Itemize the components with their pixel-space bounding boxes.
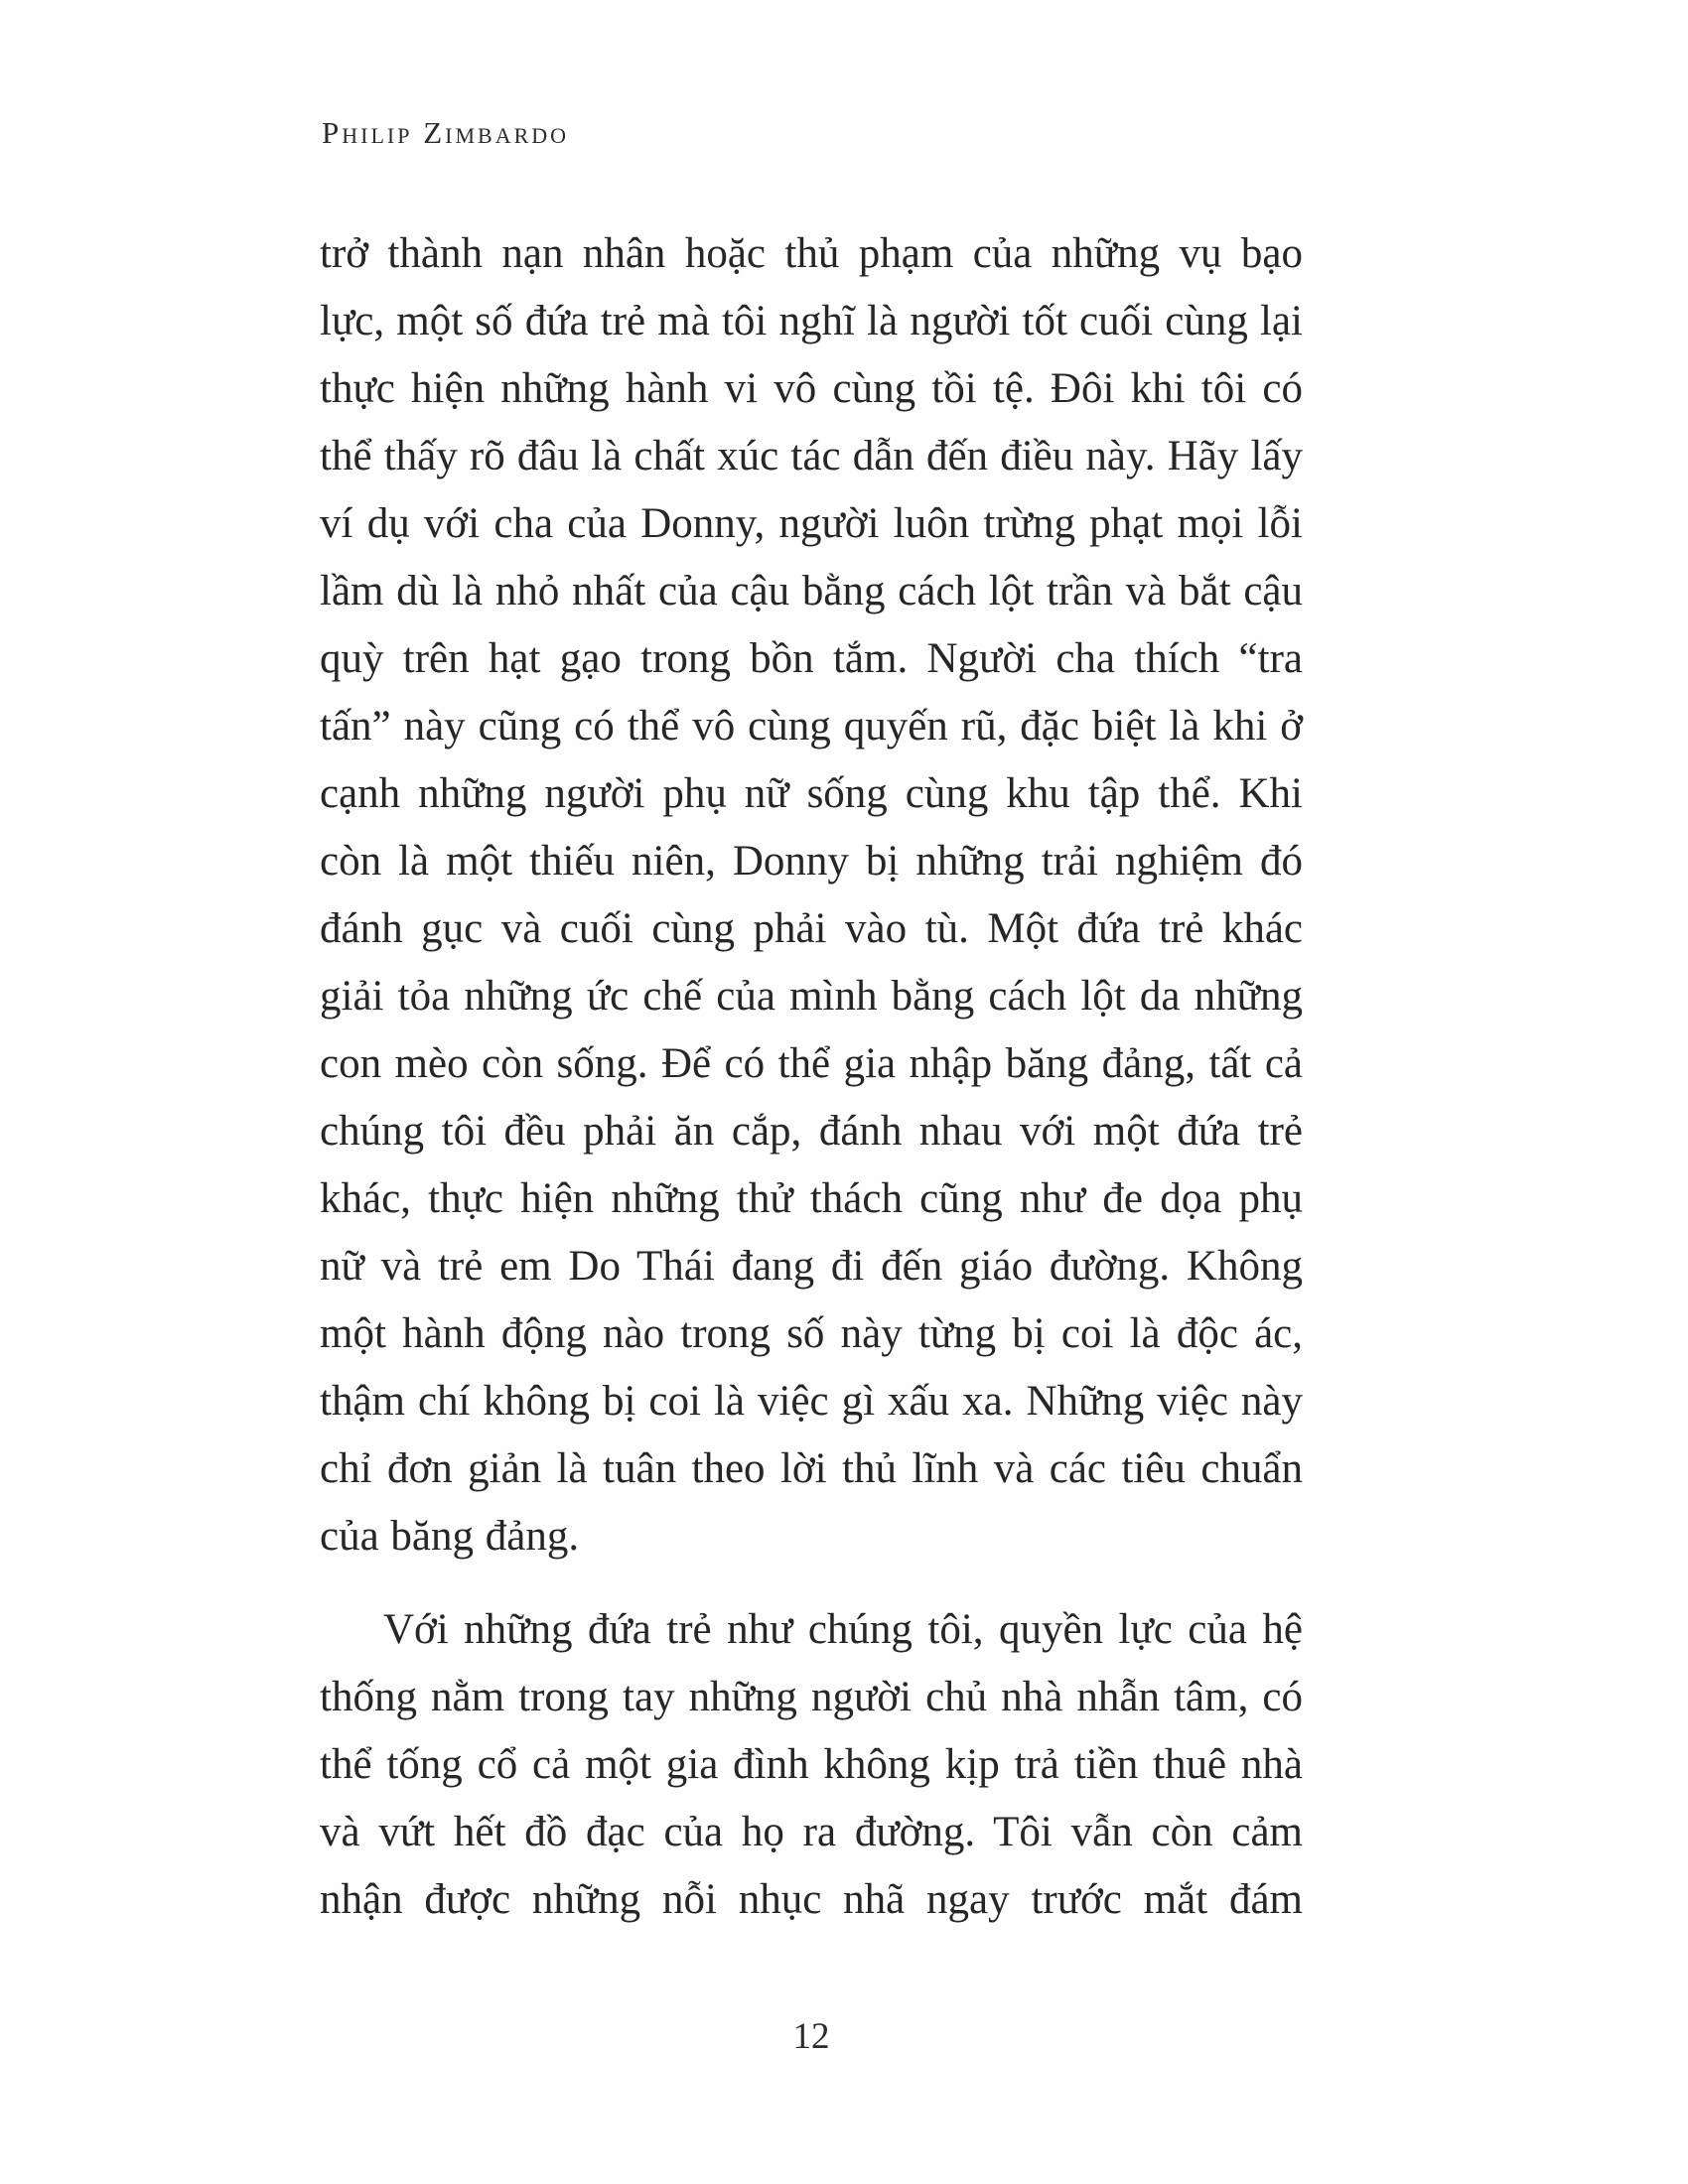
running-header-author: Philip Zimbardo bbox=[322, 115, 570, 150]
body-text-block bbox=[320, 220, 1303, 1934]
paragraph-continued-from-previous-page: trở thành nạn nhân hoặc thủ phạm của những vụ bạo lực, một số đứa trẻ mà tôi nghĩ là người tốt cuối cùng lại thực hiện những hành vi vô cùng tồi tệ. Đôi khi tôi có thể thấy rõ đâu là chất xúc tác dẫn đến điều này. Hãy lấy ví dụ với cha của Donny, người luôn trừng phạt mọi lỗi lầm dù là nhỏ nhất của cậu bằng cách lột trần và bắt cậu quỳ trên hạt gạo trong bồn tắm. Người cha thích “tra tấn” này cũng có thể vô cùng quyến rũ, đặc biệt là khi ở cạnh những người phụ nữ sống cùng khu tập thể. Khi còn là một thiếu niên, Donny bị những trải nghiệm đó đánh gục và cuối cùng phải vào tù. Một đứa trẻ khác giải tỏa những ức chế của mình bằng cách lột da những con mèo còn sống. Để có thể gia nhập băng đảng, tất cả chúng tôi đều phải ăn cắp, đánh nhau với một đứa trẻ khác, thực hiện những thử thách cũng như đe dọa phụ nữ và trẻ em Do Thái đang đi đến giáo đường. Không một hành động nào trong số này từng bị coi là độc ác, thậm chí không bị coi là việc gì xấu xa. Những việc này chỉ đơn giản là tuân theo lời thủ lĩnh và các tiêu chuẩn của băng đảng. bbox=[320, 230, 1303, 1560]
paragraph-new: Với những đứa trẻ như chúng tôi, quyền lực của hệ thống nằm trong tay những người chủ nhà nhẫn tâm, có thể tống cổ cả một gia đình không kịp trả tiền thuê nhà và vứt hết đồ đạc của họ ra đường. Tôi vẫn còn cảm nhận được những nỗi nhục nhã ngay trước mắt đám bbox=[320, 1606, 1303, 1923]
page-number: 12 bbox=[792, 2016, 830, 2057]
